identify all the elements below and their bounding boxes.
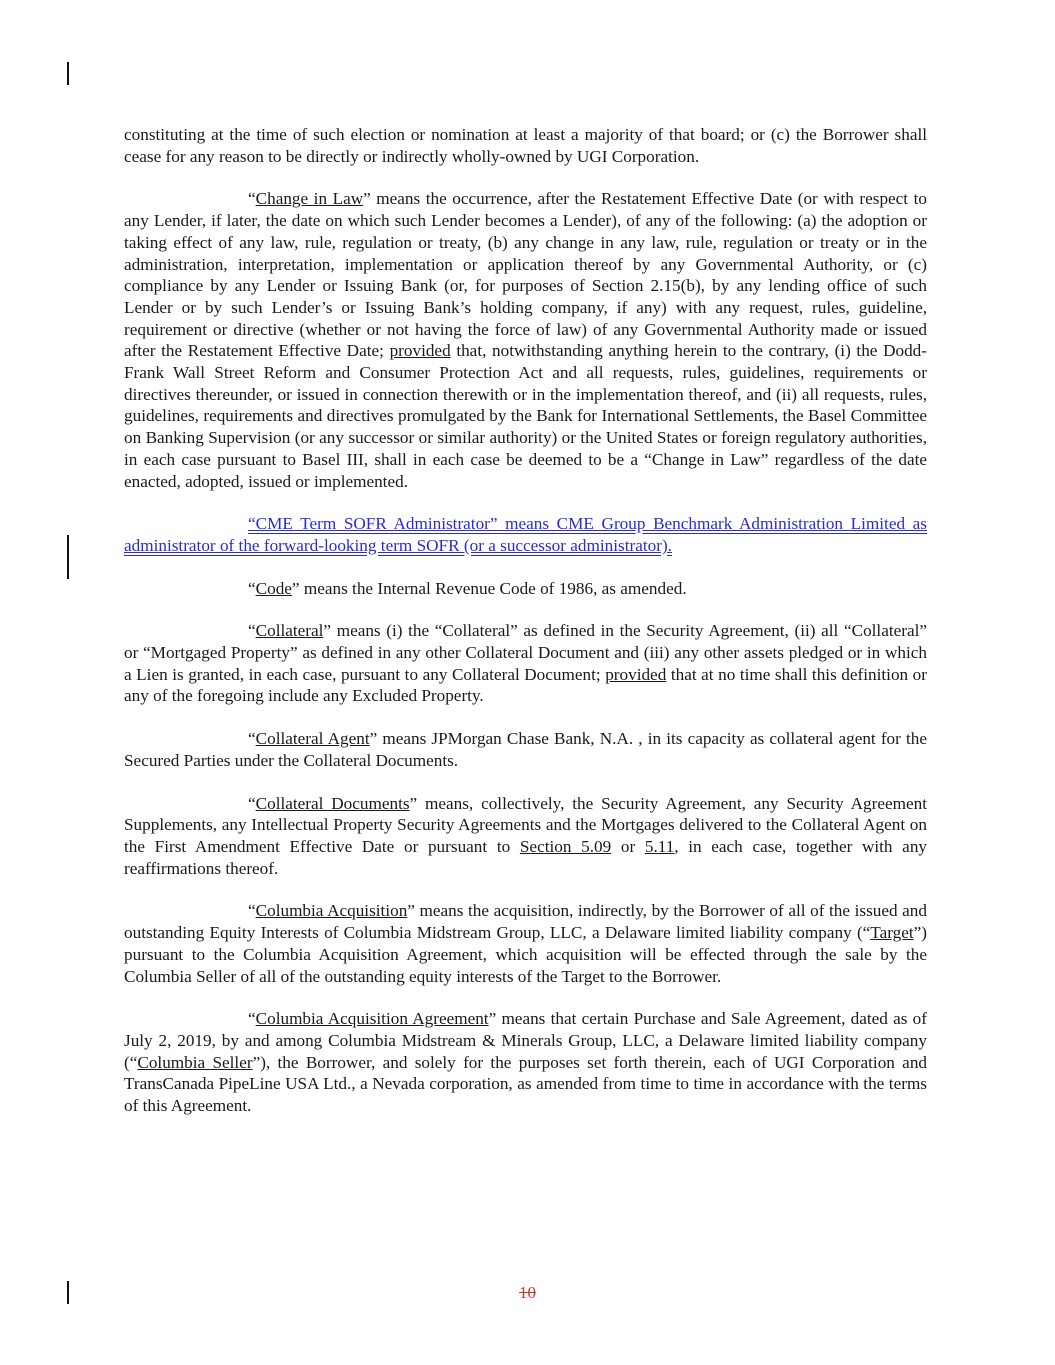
definition-code: “Code” means the Internal Revenue Code of 1986, as amended. xyxy=(248,578,687,598)
section-reference: Section 5.09 xyxy=(519,836,612,856)
provided-term: provided xyxy=(389,341,451,361)
definition-collateral: “Collateral” means (i) the “Collateral” as defined in the Security Agreement, (ii) all “Collateral” or “Mortgaged Property” as defined in any other Collateral Document and (iii) any other assets pledged or in which a Lien is granted, in each case, pursuant to any Collateral Document; provided that at no time shall this definition or any of the foregoing include any Excluded Property. xyxy=(124,621,927,706)
defined-term: Collateral xyxy=(255,621,324,641)
document-page xyxy=(124,124,927,1138)
defined-term: Collateral Documents xyxy=(255,793,410,813)
page-number: 10 xyxy=(519,1283,536,1302)
defined-term-inline: Target xyxy=(870,923,914,943)
defined-term: Code xyxy=(255,578,292,598)
definition-collateral-agent: “Collateral Agent” means JPMorgan Chase Bank, N.A. , in its capacity as collateral agent for the Secured Parties under the Collateral Documents. xyxy=(124,729,928,770)
inserted-text: “CME Term SOFR Administrator” means CME Group Benchmark Administration Limited as administrator of the forward-looking term SOFR (or a successor administrator). xyxy=(124,514,927,555)
defined-term: Columbia Acquisition xyxy=(255,901,408,921)
section-reference: 5.11 xyxy=(644,836,675,856)
change-bar-top xyxy=(67,62,69,85)
paragraph-continuation: constituting at the time of such election or nomination at least a majority of that board; or (c) the Borrower shall cease for any reason to be directly or indirectly wholly-owned by UGI Corporation. xyxy=(124,125,927,166)
defined-term: Collateral Agent xyxy=(255,729,370,749)
definition-change-in-law: “Change in Law” means the occurrence, after the Restatement Effective Date (or with respect to any Lender, if later, the date on which such Lender becomes a Lender), of any of the following: (a) the adoption or taking effect of any law, rule, regulation or treaty, (b) any change in any law, rule, regulation or treaty or in the administration, interpretation, implementation or application thereof by any Governmental Authority, or (c) compliance by any Lender or Issuing Bank (or, for purposes of Section 2.15(b), by any lending office of such Lender or by such Lender’s or Issuing Bank’s holding company, if any) with any request, rules, guideline, requirement or directive (whether or not having the force of law) of any Governmental Authority made or issued after the Restatement Effective Date; provided that, notwithstanding anything herein to the contrary, (i) the Dodd-Frank Wall Street Reform and Consumer Protection Act and all requests, rules, guidelines, requirements or directives thereunder, or issued in connection therewith or in the implementation thereof, and (ii) all requests, rules, guidelines, requirements and directives promulgated by the Bank for International Settlements, the Basel Committee on Banking Supervision (or any successor or similar authority) or the United States or foreign regulatory authorities, in each case pursuant to Basel III, shall in each case be deemed to be a “Change in Law” regardless of the date enacted, adopted, issued or implemented. xyxy=(124,189,927,491)
defined-term: Columbia Acquisition Agreement xyxy=(255,1009,489,1029)
definition-cme-term-sofr-administrator xyxy=(124,513,927,556)
definition-columbia-acquisition-agreement: “Columbia Acquisition Agreement” means that certain Purchase and Sale Agreement, dated as of July 2, 2019, by and among Columbia Midstream & Minerals Group, LLC, a Delaware limited liability company (“Columbia Seller”), the Borrower, and solely for the purposes set forth therein, each of UGI Corporation and TransCanada PipeLine USA Ltd., a Nevada corporation, as amended from time to time in accordance with the terms of this Agreement. xyxy=(124,1009,928,1116)
definition-collateral-documents: “Collateral Documents” means, collectively, the Security Agreement, any Security Agreement Supplements, any Intellectual Property Security Agreements and the Mortgages delivered to the Collateral Agent on the First Amendment Effective Date or pursuant to Section 5.09 or 5.11, in each case, together with any reaffirmations thereof. xyxy=(124,793,928,878)
provided-term: provided xyxy=(605,664,667,684)
change-bar-cme xyxy=(67,535,69,579)
defined-term-inline: Columbia Seller xyxy=(137,1052,253,1072)
defined-term: Change in Law xyxy=(255,189,364,209)
definition-columbia-acquisition: “Columbia Acquisition” means the acquisition, indirectly, by the Borrower of all of the issued and outstanding Equity Interests of Columbia Midstream Group, LLC, a Delaware limited liability company (“Target”) pursuant to the Columbia Acquisition Agreement, which acquisition will be effected through the sale by the Columbia Seller of all of the outstanding equity interests of the Target to the Borrower. xyxy=(124,901,927,986)
